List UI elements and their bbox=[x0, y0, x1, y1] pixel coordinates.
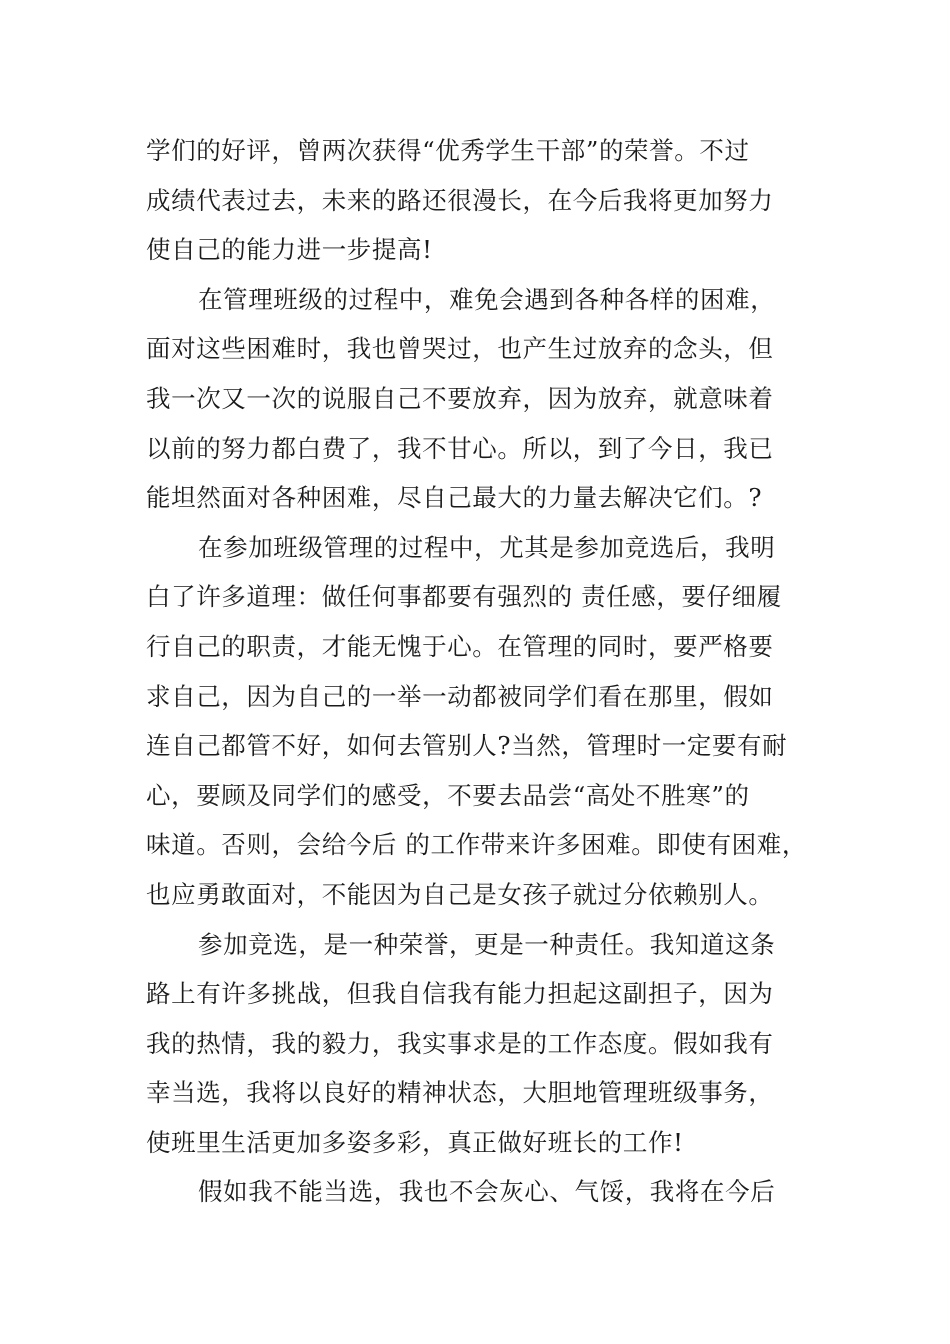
paragraph-first-line: 假如我不能当选，我也不会灰心、气馁，我将在今后 bbox=[198, 1177, 776, 1207]
text-line: 以前的努力都白费了，我不甘心。所以，到了今日，我已 bbox=[146, 433, 774, 463]
paragraph-first-line: 在参加班级管理的过程中，尤其是参加竞选后，我明 bbox=[198, 532, 776, 562]
text-line: 行自己的职责，才能无愧于心。在管理的同时，要严格要 bbox=[146, 631, 774, 661]
text-line: 味道。否则，会给今后 的工作带来许多困难。即使有困难， bbox=[146, 830, 807, 860]
text-line: 学们的好评，曾两次获得“优秀学生干部”的荣誉。不过 bbox=[146, 136, 750, 165]
text-line: 能坦然面对各种困难，尽自己最大的力量去解决它们。? bbox=[146, 483, 763, 513]
body-text bbox=[146, 126, 836, 1217]
text-line: 使自己的能力进一步提高! bbox=[146, 235, 433, 265]
paragraph-first-line: 在管理班级的过程中，难免会遇到各种各样的困难， bbox=[198, 284, 776, 314]
text-line: 也应勇敢面对，不能因为自己是女孩子就过分依赖别人。 bbox=[146, 879, 774, 909]
text-line: 面对这些困难时，我也曾哭过，也产生过放弃的念头，但 bbox=[146, 334, 774, 364]
text-line: 幸当选，我将以良好的精神状态，大胆地管理班级事务， bbox=[146, 1078, 774, 1108]
text-line: 路上有许多挑战，但我自信我有能力担起这副担子，因为 bbox=[146, 979, 774, 1009]
paragraph-first-line: 参加竞选，是一种荣誉，更是一种责任。我知道这条 bbox=[198, 929, 776, 959]
text-line: 求自己，因为自己的一举一动都被同学们看在那里，假如 bbox=[146, 681, 774, 711]
text-line: 使班里生活更加多姿多彩，真正做好班长的工作! bbox=[146, 1127, 684, 1157]
text-line: 我的热情，我的毅力，我实事求是的工作态度。假如我有 bbox=[146, 1028, 774, 1058]
text-line: 心，要顾及同学们的感受，不要去品尝“高处不胜寒”的 bbox=[146, 780, 750, 810]
text-line: 连自己都管不好，如何去管别人?当然，管理时一定要有耐 bbox=[146, 731, 788, 761]
text-line: 我一次又一次的说服自己不要放弃，因为放弃，就意味着 bbox=[146, 383, 774, 413]
text-line: 白了许多道理：做任何事都要有强烈的 责任感，要仔细履 bbox=[146, 582, 782, 612]
text-line: 成绩代表过去，未来的路还很漫长，在今后我将更加努力 bbox=[146, 185, 774, 215]
